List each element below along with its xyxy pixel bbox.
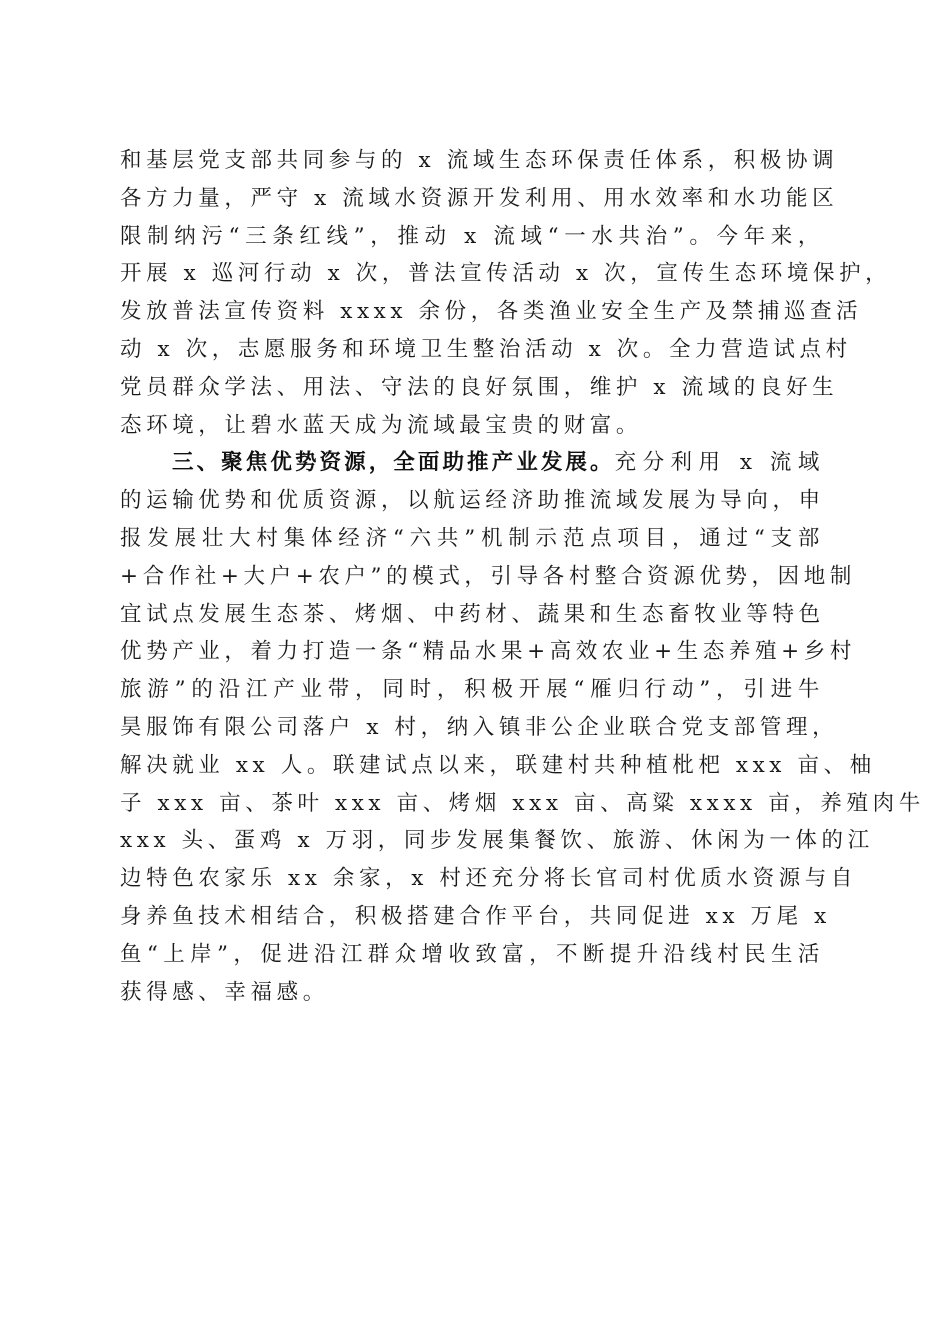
paragraph-industry-development bbox=[120, 444, 925, 1011]
text-run: 充分利用 x 流域 bbox=[614, 450, 824, 476]
text-line: 各方力量，严守 x 流域水资源开发利用、用水效率和水功能区 bbox=[120, 185, 839, 211]
text-line: 和基层党支部共同参与的 x 流域生态环保责任体系，积极协调 bbox=[120, 148, 839, 173]
text-line: 宜试点发展生态茶、烤烟、中药材、蔬果和生态畜牧业等特色 bbox=[120, 601, 825, 627]
text-line: 优势产业，着力打造一条“精品水果+高效农业+生态养殖+乡村 bbox=[120, 639, 856, 665]
text-line: xxx 头、蛋鸡 x 万羽，同步发展集餐饮、旅游、休闲为一体的江 bbox=[120, 828, 874, 854]
text-line: 报发展壮大村集体经济“六共”机制示范点项目，通过“支部 bbox=[120, 525, 824, 551]
text-line: 身养鱼技术相结合，积极搭建合作平台，共同促进 xx 万尾 x bbox=[120, 903, 831, 929]
document-body bbox=[120, 142, 925, 1011]
text-line: 的运输优势和优质资源，以航运经济助推流域发展为导向，申 bbox=[120, 488, 825, 514]
paragraph-ecological-protection bbox=[120, 142, 892, 444]
text-line: +合作社+大户+农户”的模式，引导各村整合资源优势，因地制 bbox=[120, 563, 856, 589]
text-line: 子 xxx 亩、茶叶 xxx 亩、烤烟 xxx 亩、高粱 xxxx 亩，养殖肉牛 bbox=[120, 790, 925, 816]
text-line: 党员群众学法、用法、守法的良好氛围，维护 x 流域的良好生 bbox=[120, 374, 839, 400]
text-line: 动 x 次，志愿服务和环境卫生整治活动 x 次。全力营造试点村 bbox=[120, 336, 852, 362]
section-heading: 三、聚焦优势资源，全面助推产业发展。 bbox=[172, 450, 615, 476]
text-line: 昊服饰有限公司落户 x 村，纳入镇非公企业联合党支部管理， bbox=[120, 714, 839, 740]
text-line: 解决就业 xx 人。联建试点以来，联建村共种植枇杷 xxx 亩、柚 bbox=[120, 752, 876, 778]
text-line: 限制纳污“三条红线”，推动 x 流域“一水共治”。今年来， bbox=[120, 223, 824, 249]
text-line: 鱼“上岸”，促进沿江群众增收致富，不断提升沿线村民生活 bbox=[120, 941, 824, 967]
text-line: 边特色农家乐 xx 余家，x 村还充分将长官司村优质水资源与自 bbox=[120, 866, 857, 892]
text-line: 开展 x 巡河行动 x 次，普法宣传活动 x 次，宣传生态环境保护， bbox=[120, 261, 892, 287]
section-heading-line bbox=[120, 444, 824, 482]
text-line: 态环境，让碧水蓝天成为流域最宝贵的财富。 bbox=[120, 412, 643, 438]
text-line: 旅游”的沿江产业带，同时，积极开展“雁归行动”，引进牛 bbox=[120, 677, 824, 703]
text-line: 发放普法宣传资料 xxxx 余份，各类渔业安全生产及禁捕巡查活 bbox=[120, 299, 863, 325]
text-line: 获得感、幸福感。 bbox=[120, 979, 329, 1005]
